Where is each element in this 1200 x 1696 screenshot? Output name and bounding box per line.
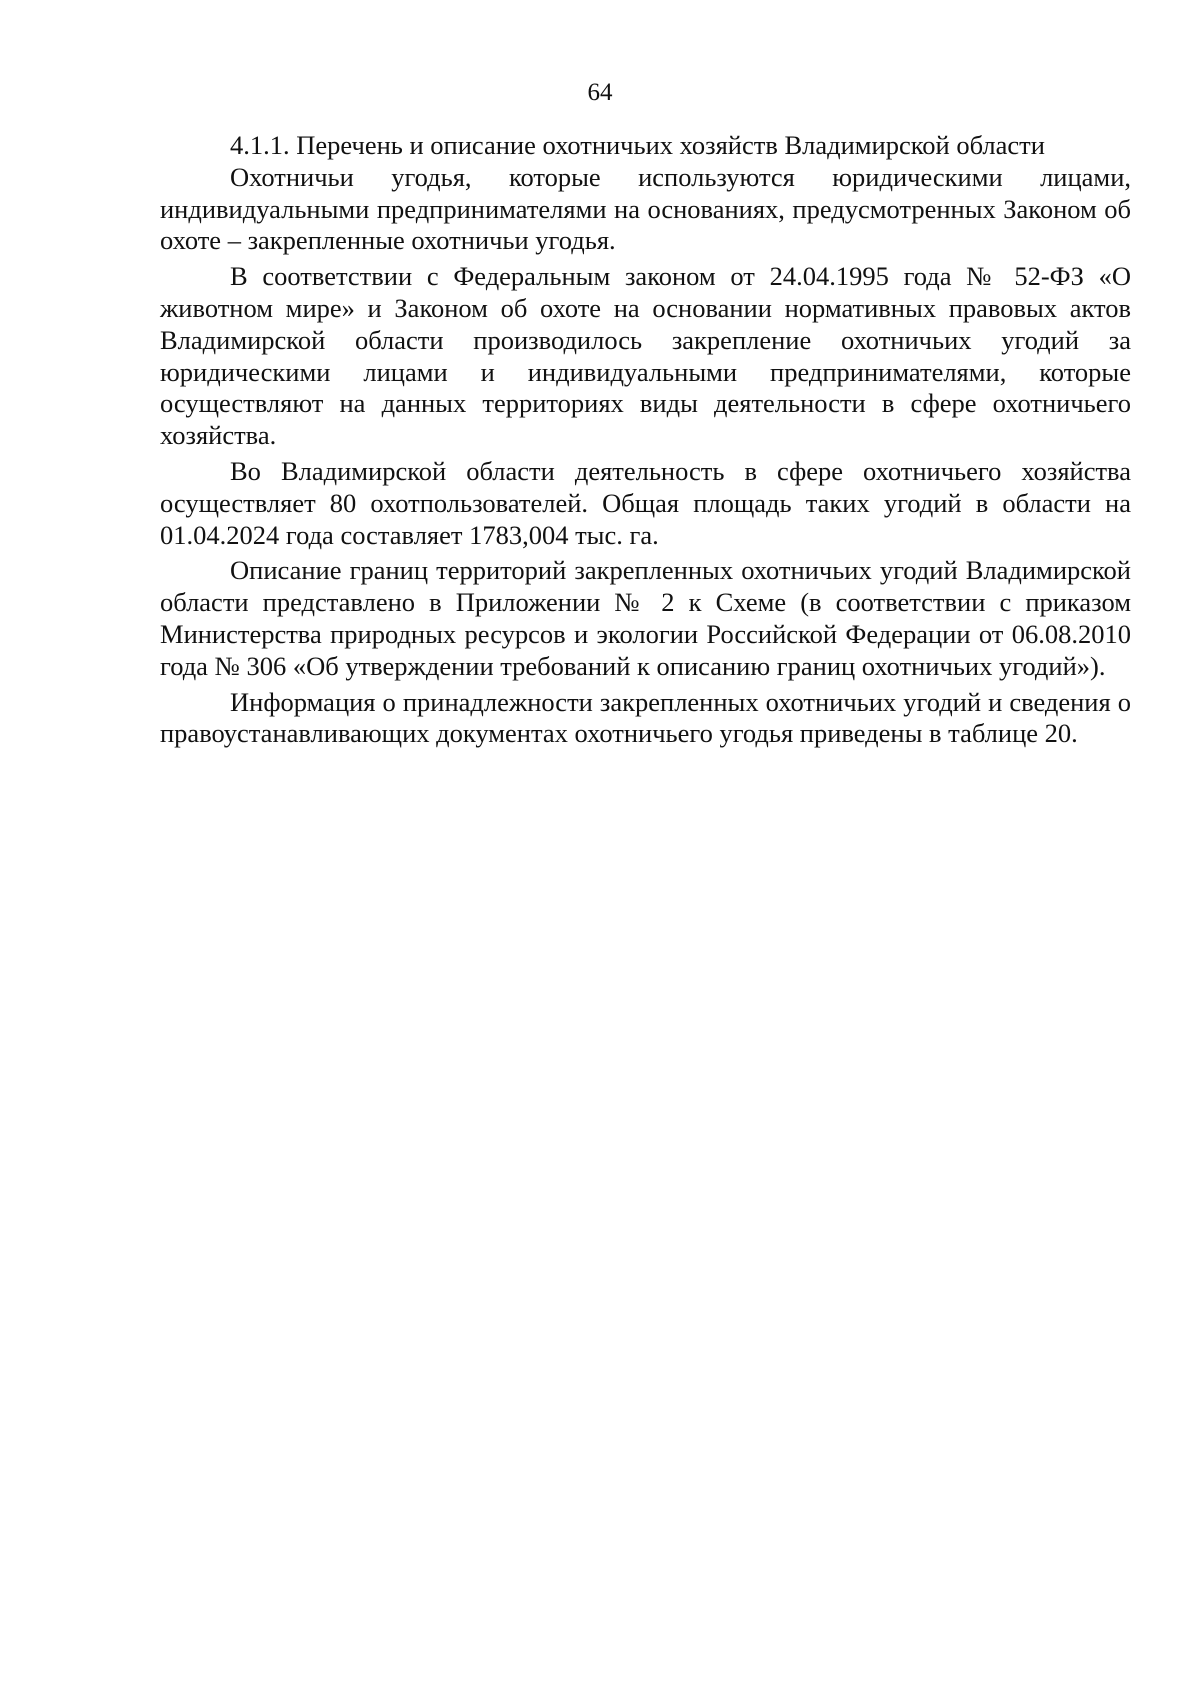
paragraph-3: Во Владимирской области деятельность в сфере охотничьего хозяйства осуществляет 80 охотпользователей. Общая площадь таких угодий в области на 01.04.2024 года составляет 1783,004 тыс. га. (160, 455, 1131, 550)
document-body (160, 130, 1131, 754)
section-heading: 4.1.1. Перечень и описание охотничьих хозяйств Владимирской области (230, 130, 1045, 160)
paragraph-1: Охотничьи угодья, которые используются юридическими лицами, индивидуальными предпринимателями на основаниях, предусмотренных Законом об охоте – закрепленные охотничьи угодья. (160, 161, 1131, 256)
page-number: 64 (587, 79, 613, 106)
paragraph-5: Информация о принадлежности закрепленных охотничьих угодий и сведения о правоустанавливающих документах охотничьего угодья приведены в таблице 20. (160, 686, 1131, 749)
paragraph-2: В соответствии с Федеральным законом от 24.04.1995 года № 52-ФЗ «О животном мире» и Законом об охоте на основании нормативных правовых актов Владимирской области производилось закрепление охотничьих угодий за юридическими лицами и индивидуальными предпринимателями, которые осуществляют на данных территориях виды деятельности в сфере охотничьего хозяйства. (160, 261, 1131, 451)
paragraph-4: Описание границ территорий закрепленных охотничьих угодий Владимирской области представлено в Приложении № 2 к Схеме (в соответствии с приказом Министерства природных ресурсов и экологии Российской Федерации от 06.08.2010 года № 306 «Об утверждении требований к описанию границ охотничьих угодий»). (160, 555, 1131, 681)
